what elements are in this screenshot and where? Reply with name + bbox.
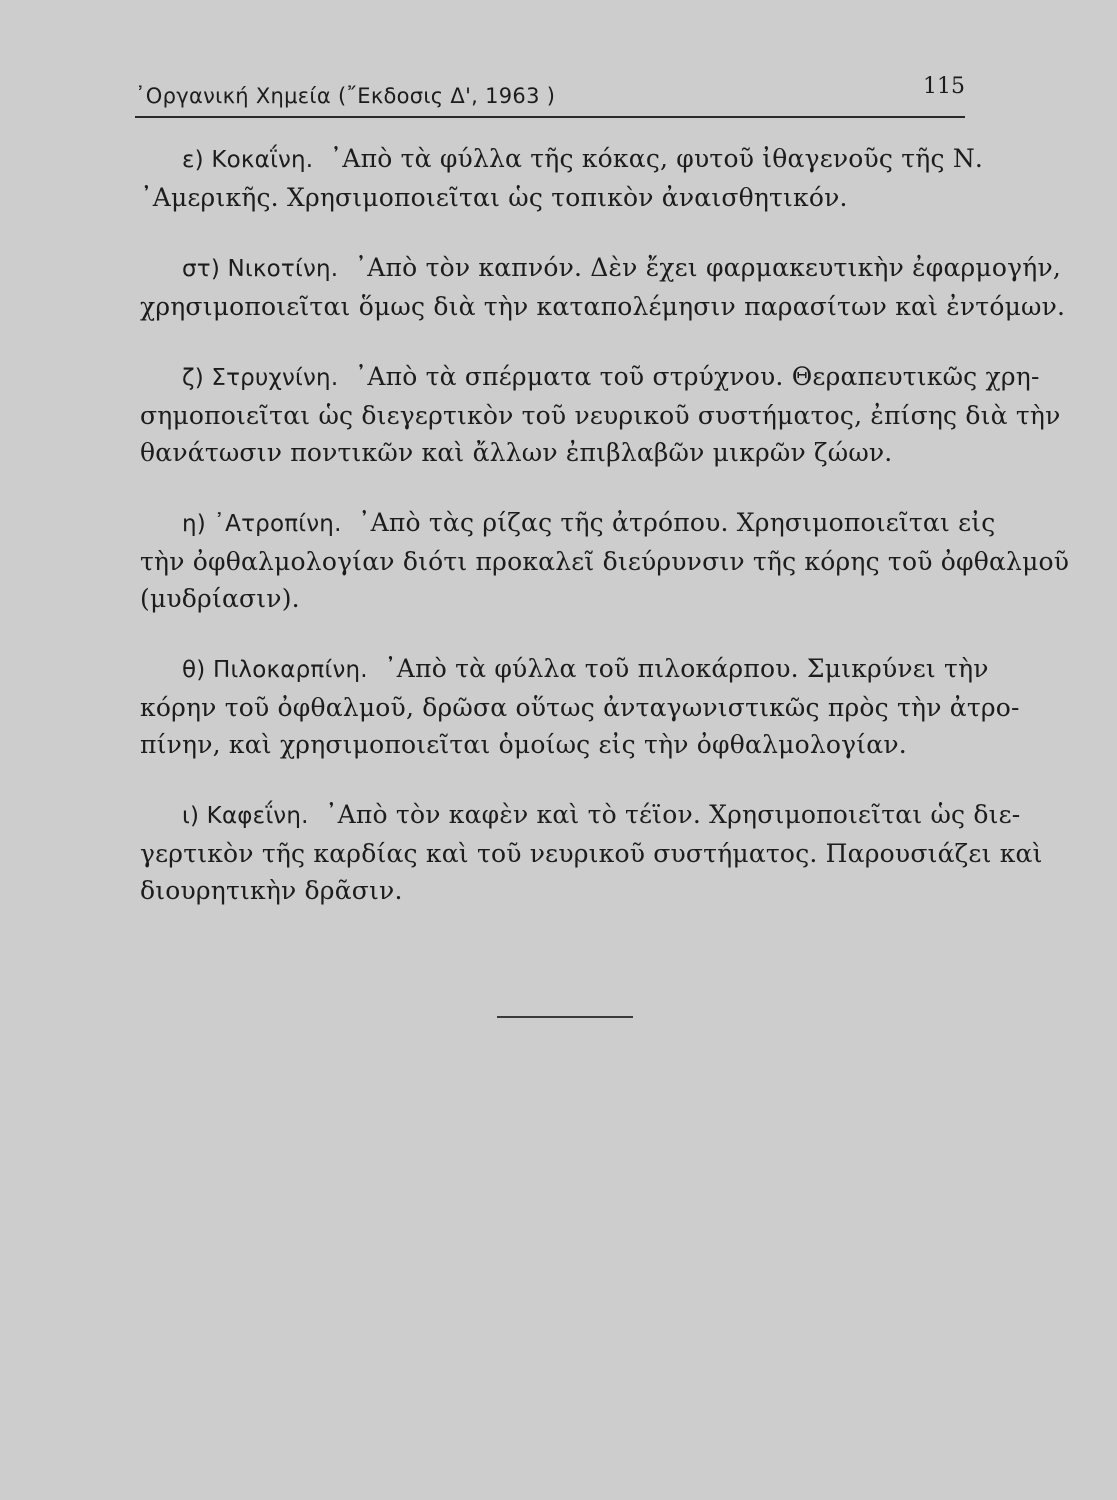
entry-label: στ) Νικοτίνη. bbox=[182, 256, 339, 282]
entry-text: ᾿Απὸ τὰ σπέρματα τοῦ στρύχνου. Θεραπευτικῶς χρη- bbox=[354, 362, 1040, 391]
entry-line: θανάτωσιν ποντικῶν καὶ ἄλλων ἐπιβλαβῶν μικρῶν ζώων. bbox=[140, 438, 893, 467]
entry-first-line bbox=[140, 140, 984, 179]
entry-label: ι) Καφεΐνη. bbox=[182, 803, 309, 829]
entry-caffeine bbox=[140, 796, 1043, 909]
entry-line: διουρητικὴν δρᾶσιν. bbox=[140, 876, 403, 905]
entry-label: ε) Κοκαΐνη. bbox=[182, 147, 314, 173]
entry-text: ᾿Απὸ τὰ φύλλα τῆς κόκας, φυτοῦ ἰθαγενοῦς τῆς Ν. bbox=[329, 144, 984, 173]
entry-line: τὴν ὀφθαλμολογίαν διότι προκαλεῖ διεύρυνσιν τῆς κόρης τοῦ ὀφθαλμοῦ bbox=[140, 547, 1070, 576]
entry-label: η) ᾿Ατροπίνη. bbox=[182, 511, 342, 537]
entry-nicotine bbox=[140, 249, 1066, 325]
running-title: ᾿Οργανική Χημεία (῎Εκδοσις Δ', 1963 ) bbox=[135, 84, 556, 108]
entry-pilocarpine bbox=[140, 650, 1020, 763]
entry-text: ᾿Απὸ τὸν καφὲν καὶ τὸ τέϊον. Χρησιμοποιεῖται ὡς διε- bbox=[324, 800, 1021, 829]
entry-first-line bbox=[140, 796, 1021, 835]
entry-first-line bbox=[140, 249, 1061, 288]
page-number: 115 bbox=[923, 74, 965, 99]
entry-text: ᾿Απὸ τὰ φύλλα τοῦ πιλοκάρπου. Σμικρύνει τὴν bbox=[384, 654, 989, 683]
entry-text: ᾿Απὸ τὸν καπνόν. Δὲν ἔχει φαρμακευτικὴν ἐφαρμογήν, bbox=[354, 253, 1061, 282]
page-header bbox=[135, 70, 965, 122]
entry-first-line bbox=[140, 504, 996, 543]
body-text bbox=[140, 140, 1070, 942]
entry-line: πίνην, καὶ χρησιμοποιεῖται ὁμοίως εἰς τὴν ὀφθαλμολογίαν. bbox=[140, 730, 907, 759]
entry-line: γερτικὸν τῆς καρδίας καὶ τοῦ νευρικοῦ συστήματος. Παρουσιάζει καὶ bbox=[140, 839, 1043, 868]
entry-strychnine bbox=[140, 358, 1061, 471]
entry-first-line bbox=[140, 650, 989, 689]
entry-first-line bbox=[140, 358, 1040, 397]
entry-label: θ) Πιλοκαρπίνη. bbox=[182, 657, 368, 683]
entry-line: χρησιμοποιεῖται ὅμως διὰ τὴν καταπολέμησιν παρασίτων καὶ ἐντόμων. bbox=[140, 292, 1066, 321]
entry-line: (μυδρίασιν). bbox=[140, 584, 300, 613]
entry-atropine bbox=[140, 504, 1070, 617]
entry-line: κόρην τοῦ ὀφθαλμοῦ, δρῶσα οὕτως ἀνταγωνιστικῶς πρὸς τὴν ἀτρο- bbox=[140, 693, 1020, 722]
section-end-rule bbox=[497, 1016, 633, 1018]
entry-label: ζ) Στρυχνίνη. bbox=[182, 365, 339, 391]
entry-text: ᾿Απὸ τὰς ρίζας τῆς ἀτρόπου. Χρησιμοποιεῖται εἰς bbox=[357, 508, 996, 537]
entry-line: σημοποιεῖται ὡς διεγερτικὸν τοῦ νευρικοῦ συστήματος, ἐπίσης διὰ τὴν bbox=[140, 401, 1061, 430]
entry-cocaine bbox=[140, 140, 984, 216]
header-rule bbox=[135, 116, 965, 118]
entry-line: ᾿Αμερικῆς. Χρησιμοποιεῖται ὡς τοπικὸν ἀναισθητικόν. bbox=[140, 183, 848, 212]
